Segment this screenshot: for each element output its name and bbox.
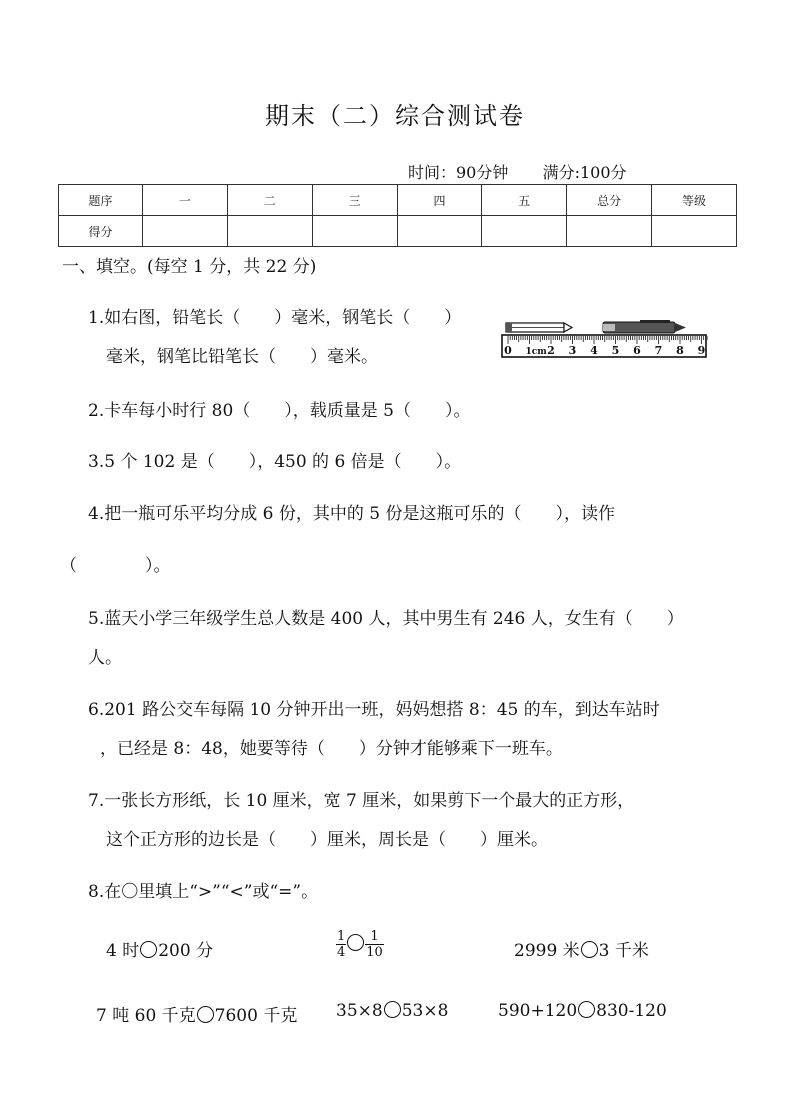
compare-item-f	[498, 1001, 667, 1021]
exam-meta	[408, 160, 627, 183]
ruler-label: 4	[590, 344, 598, 357]
question-6-line-2: ，已经是 8：48，她要等待（ ）分钟才能够乘下一班车。	[100, 739, 563, 759]
score-cell[interactable]	[652, 216, 737, 247]
compare-right: 200 分	[158, 941, 214, 961]
section-heading: 一、填空。(每空 1 分，共 22 分)	[62, 257, 317, 277]
compare-left: 2999 米	[514, 941, 580, 961]
compare-item-e	[336, 1001, 448, 1021]
compare-left: 35×8	[336, 1001, 383, 1021]
compare-left: 590+120	[498, 1001, 578, 1021]
table-header-cell: 一	[143, 185, 228, 216]
compare-item-b	[336, 929, 384, 960]
ruler-label: 2	[547, 344, 555, 357]
ruler-label: 6	[633, 344, 641, 357]
table-header-cell: 三	[312, 185, 397, 216]
table-header-cell: 总分	[567, 185, 652, 216]
compare-item-c	[514, 936, 649, 961]
score-cell[interactable]	[227, 216, 312, 247]
question-6-line-1: 6.201 路公交车每隔 10 分钟开出一班，妈妈想搭 8：45 的车，到达车站时	[88, 700, 660, 720]
compare-item-a	[106, 936, 213, 961]
ruler-label: 7	[654, 344, 663, 357]
compare-circle[interactable]	[581, 941, 598, 958]
ruler-figure	[500, 315, 708, 361]
table-header-cell: 等级	[652, 185, 737, 216]
compare-left: 4 时	[106, 941, 140, 961]
pencil-icon	[506, 323, 572, 332]
time-limit: 时间：90分钟	[408, 163, 509, 182]
ruler-label: 1cm	[525, 347, 547, 357]
table-header-cell: 二	[227, 185, 312, 216]
score-cell[interactable]	[312, 216, 397, 247]
score-cell[interactable]	[482, 216, 567, 247]
table-header-cell: 五	[482, 185, 567, 216]
score-table-row	[59, 216, 737, 247]
question-3: 3.5 个 102 是（ ），450 的 6 倍是（ ）。	[88, 452, 462, 472]
score-table-header	[59, 185, 737, 216]
score-cell[interactable]	[397, 216, 482, 247]
compare-left: 7 吨 60 千克	[96, 1006, 196, 1026]
question-1-line-2: 毫米，钢笔比铅笔长（ ）毫米。	[106, 347, 378, 367]
page-title: 期末（二）综合测试卷	[265, 102, 525, 130]
ruler-label: 3	[568, 344, 577, 357]
question-5-line-1: 5.蓝天小学三年级学生总人数是 400 人，其中男生有 246 人，女生有（ ）	[88, 609, 684, 629]
compare-item-d	[96, 1001, 297, 1026]
question-7-line-2: 这个正方形的边长是（ ）厘米，周长是（ ）厘米。	[106, 830, 548, 850]
score-table	[58, 184, 737, 247]
table-header-cell: 题序	[59, 185, 143, 216]
question-4-line-1: 4.把一瓶可乐平均分成 6 份，其中的 5 份是这瓶可乐的（ ），读作	[88, 504, 615, 524]
question-4-line-2: （ ）。	[60, 556, 171, 576]
full-score: 满分:100分	[542, 163, 627, 182]
pen-icon	[603, 320, 686, 333]
question-2: 2.卡车每小时行 80（ ），载质量是 5（ ）。	[88, 401, 471, 421]
score-row-label: 得分	[59, 216, 143, 247]
fraction-left: $\frac{1}{4}$	[337, 929, 346, 960]
compare-right: 3 千米	[598, 941, 649, 961]
compare-circle[interactable]	[140, 941, 157, 958]
score-cell[interactable]	[567, 216, 652, 247]
question-1-line-1: 1.如右图，铅笔长（ ）毫米，钢笔长（ ）	[88, 308, 462, 328]
ruler-label: 5	[611, 344, 620, 357]
compare-right: 53×8	[401, 1001, 449, 1021]
table-header-cell: 四	[397, 185, 482, 216]
question-5-line-2: 人。	[88, 648, 122, 668]
fraction-right: $\frac{1}{10}$	[366, 929, 383, 960]
compare-circle[interactable]	[578, 1001, 595, 1018]
question-8: 8.在〇里填上“>”“<”或“=”。	[88, 882, 319, 902]
ruler-label: 0	[504, 344, 512, 357]
compare-circle[interactable]	[384, 1001, 401, 1018]
question-7-line-1: 7.一张长方形纸，长 10 厘米，宽 7 厘米，如果剪下一个最大的正方形，	[88, 791, 635, 811]
ruler-label: 8	[676, 344, 684, 357]
compare-right: 830-120	[596, 1001, 667, 1021]
score-cell[interactable]	[143, 216, 228, 247]
compare-circle[interactable]	[347, 934, 364, 951]
ruler-label: 9	[697, 344, 706, 357]
compare-circle[interactable]	[197, 1006, 214, 1023]
compare-right: 7600 千克	[214, 1006, 298, 1026]
